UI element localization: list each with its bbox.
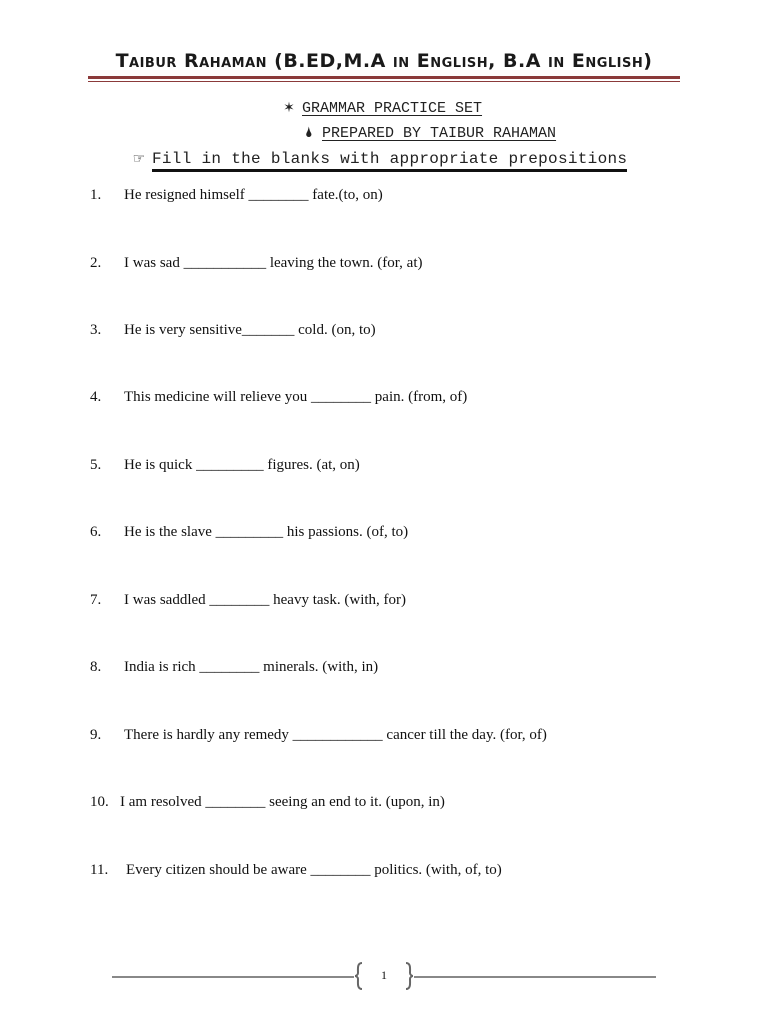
page-number: 1 xyxy=(381,968,387,982)
question-number: 4. xyxy=(90,389,102,405)
question-number: 11. xyxy=(90,862,109,878)
question-item xyxy=(90,592,406,609)
question-item xyxy=(90,659,378,676)
question-number: 10. xyxy=(90,794,109,810)
question-item xyxy=(90,794,445,811)
subheading-text: GRAMMAR PRACTICE SET xyxy=(302,100,483,117)
pointing-hand-icon: ☞ xyxy=(132,151,146,167)
page-number-bracket xyxy=(354,961,414,991)
page-header-title: Taibur Rahaman (B.ED,M.A in English, B.A in English) xyxy=(115,50,653,72)
question-text: He resigned himself ________ fate.(to, on) xyxy=(124,187,383,203)
question-item xyxy=(90,862,502,879)
question-number: 9. xyxy=(90,727,102,743)
question-text: He is quick _________ figures. (at, on) xyxy=(124,457,360,473)
question-item xyxy=(90,389,467,406)
subheading-text: Fill in the blanks with appropriate prepositions xyxy=(152,150,627,172)
question-item xyxy=(90,255,423,272)
question-number: 3. xyxy=(90,322,102,338)
question-text: This medicine will relieve you ________ pain. (from, of) xyxy=(124,389,468,405)
question-text: India is rich ________ minerals. (with, in) xyxy=(124,659,379,675)
question-text: I am resolved ________ seeing an end to it. (upon, in) xyxy=(120,794,445,810)
subheading-text: PREPARED BY TAIBUR RAHAMAN xyxy=(322,125,557,142)
footer-rule-left xyxy=(112,976,354,978)
question-text: There is hardly any remedy ____________ cancer till the day. (for, of) xyxy=(124,727,547,743)
question-item xyxy=(90,322,376,339)
question-number: 5. xyxy=(90,457,102,473)
question-text: He is very sensitive_______ cold. (on, to) xyxy=(124,322,376,338)
star-icon: ✶ xyxy=(283,100,295,116)
question-text: I was sad ___________ leaving the town. (for, at) xyxy=(124,255,423,271)
question-number: 8. xyxy=(90,659,102,675)
question-item xyxy=(90,187,383,204)
question-number: 1. xyxy=(90,187,102,203)
question-text: He is the slave _________ his passions. (of, to) xyxy=(124,524,409,540)
question-item xyxy=(90,727,547,744)
question-number: 6. xyxy=(90,524,102,540)
question-number: 2. xyxy=(90,255,102,271)
footer-rule-right xyxy=(414,976,656,978)
question-item xyxy=(90,457,360,474)
question-text: I was saddled ________ heavy task. (with, for) xyxy=(124,592,407,608)
drop-icon: 🌢 xyxy=(304,125,314,141)
question-item xyxy=(90,524,408,541)
question-text: Every citizen should be aware ________ politics. (with, of, to) xyxy=(126,862,502,878)
question-number: 7. xyxy=(90,592,102,608)
